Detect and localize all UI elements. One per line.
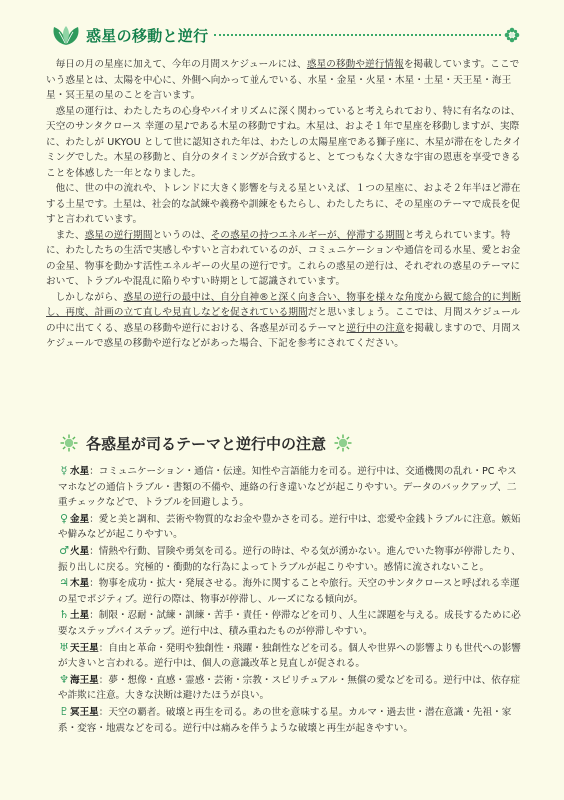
planet-name: 金星 (70, 513, 90, 525)
planet-item (58, 704, 523, 736)
planet-name: 土星 (70, 610, 90, 622)
intro-paragraph (46, 290, 523, 352)
text-segment: また、 (55, 229, 85, 241)
planet-description: ：愛と美と調和、芸術や物質的なお金や豊かさを司る。逆行中は、恋愛や金銭トラブルに注意。嫉妬や僻みなどが起こりやすい。 (58, 513, 521, 541)
planet-description: ：情熱や行動、冒険や勇気を司る。逆行の時は、やる気が湧かない。進んでいた物事が停滞したり、振り出しに戻る。究極的・衝動的な行為によってトラブルが起こりやすい。感情に流されないこと。 (58, 545, 521, 573)
underlined-phrase: 惑星の移動や逆行情報 (306, 59, 404, 70)
text-segment: 毎日の月の星座に加えて、今年の月間スケジュールには、 (55, 59, 307, 70)
green-leaf-logo-icon (50, 23, 82, 47)
planet-name: 海王星 (70, 674, 99, 686)
text-segment: を掲載しています。ここでいう惑星とは、太陽を中心に、外側へ向かって並んでいる、水星・金星・火星・木星・土星・天王星・海王星・冥王星の星のことを言います。 (46, 59, 520, 101)
text-segment: 他に、世の中の流れや、トレンドに大きく影響を与える星といえば、１つの星座に、およそ２年半ほど滞在する土星です。土星は、社会的な試練や義務や訓練をもたらし、わたしたちに、その星座のテーマで成長を促すと言われています。 (46, 183, 521, 225)
planet-name: 冥王星 (70, 706, 99, 718)
underlined-phrase: 惑星の逆行の最中は、自分自神®と深く向き合い、物事を様々な角度から観て総合的に判断し、再度、計画の立て直しや見直しなどを促されている期間 (46, 291, 521, 318)
planet-name: 天王星 (70, 642, 99, 654)
dotted-divider (214, 34, 501, 36)
text-segment: しかしながら、 (55, 291, 124, 303)
text-segment: というのは、 (152, 229, 211, 241)
flower-icon (504, 27, 520, 43)
planet-item (58, 463, 523, 511)
saturn-symbol-icon: ♄ (59, 608, 69, 622)
planet-item (58, 543, 523, 575)
intro-text (46, 57, 523, 352)
planet-item (58, 511, 523, 543)
pluto-symbol-icon: ♇ (59, 704, 69, 718)
text-segment: 惑星の運行は、わたしたちの心身やバイオリズムに深く関わっていると考えられており、特に有名なのは、天空のサンタクロース 幸運の星♪である木星の移動ですね。木星は、およそ１年で星座を移動しますが、実際に、わたしが UKYOU として世に認知された年は、わたしの太陽星座である獅子座に、木星が滞在をしたタイミングでした。木星の移動と、自分のタイミングが合致すると、とてつもなく大きな宇宙の恩恵を享受できることを体感した一年となりました。 (46, 105, 522, 179)
mars-symbol-icon: ♂ (59, 543, 69, 557)
planet-description: ：物事を成功・拡大・発展させる。海外に関することや旅行。天空のサンタクロースと呼ばれる幸運の星でポジティブ。逆行の際は、物事が停滞し、ルーズになる傾向が。 (58, 578, 520, 605)
planet-description: ：制限・忍耐・試練・訓練・苦手・責任・停滞などを司り、人生に課題を与える。成長するために必要なステップバイステップ。逆行中は、積み重ねたものが停滞しやすい。 (58, 610, 521, 637)
underlined-phrase: その惑星の持つエネルギーが、停滞する期間 (210, 229, 405, 241)
uranus-symbol-icon: ♅ (59, 640, 69, 654)
section-title: 各惑星が司るテーマと逆行中の注意 (86, 434, 327, 453)
planet-item (58, 672, 523, 704)
green-sun-icon (60, 434, 78, 452)
planet-description: ：コミュニケーション・通信・伝達。知性や言語能力を司る。逆行中は、交通機関の乱れ・PC やスマホなどの通信トラブル・書類の不備や、連絡の行き違いなどが起こりやすい。データのバックアップ、二重チェックなどで、トラブルを回避しよう。 (58, 466, 517, 509)
planet-item (58, 575, 523, 607)
mercury-symbol-icon: ☿ (60, 464, 68, 477)
neptune-symbol-icon: ♆ (59, 672, 69, 686)
text-segment: と考えられています。特に、わたしたちの生活で実感しやすいと言われているのが、コミュニケーションや通信を司る水星、愛とお金の金星、物事を動かす活性エネルギーの火星の逆行です。これらの惑星の逆行は、それぞれの惑星のテーマにおいて、トラブルや混乱に陥りやすい時期として認識されています。 (46, 229, 521, 287)
intro-paragraph (46, 181, 523, 228)
planet-name: 水星 (70, 466, 90, 477)
intro-paragraph (46, 228, 523, 290)
planet-list (58, 463, 523, 736)
jupiter-symbol-icon: ♃ (59, 576, 69, 590)
text-segment: だと思いましょう。ここでは、月間スケジュールの中に出てくる、惑星の移動や逆行における、各惑星が司るテーマと (46, 307, 521, 334)
venus-symbol-icon: ♀ (59, 511, 69, 525)
planet-description: ：自由と革命・発明や独創性・飛躍・独創性などを司る。個人や世界への影響よりも世代への影響が大きいと言われる。逆行中は、個人の意識改革と見直しが促される。 (58, 642, 521, 670)
planet-name: 木星 (70, 578, 90, 590)
underlined-phrase: 惑星の逆行期間 (84, 229, 153, 241)
planet-name: 火星 (70, 545, 90, 557)
planet-description: ：天空の覇者。破壊と再生を司る。あの世を意味する星。カルマ・過去世・潜在意識・先祖・家系・変容・地震などを司る。逆行中は痛みを伴うような破壊と再生が起きやすい。 (58, 706, 512, 734)
intro-paragraph (46, 57, 523, 104)
intro-paragraph (46, 104, 523, 182)
text-segment: を掲載しますので、月間スケジュールで惑星の移動や逆行などがあった場合、下記を参考にされてください。 (46, 322, 521, 349)
page-title: 惑星の移動と逆行 (86, 26, 209, 45)
underlined-phrase: 逆行中の注意 (346, 322, 405, 334)
planet-themes-heading (60, 431, 510, 455)
planet-item (58, 640, 523, 672)
green-sun-icon (334, 434, 352, 452)
planet-item (58, 607, 523, 639)
section-header (50, 20, 520, 50)
planet-description: ：夢・想像・直感・霊感・芸術・宗教・スピリチュアル・無償の愛などを司る。逆行中は、依存症や詐欺に注意。大きな決断は避けたほうが良い。 (58, 674, 521, 702)
